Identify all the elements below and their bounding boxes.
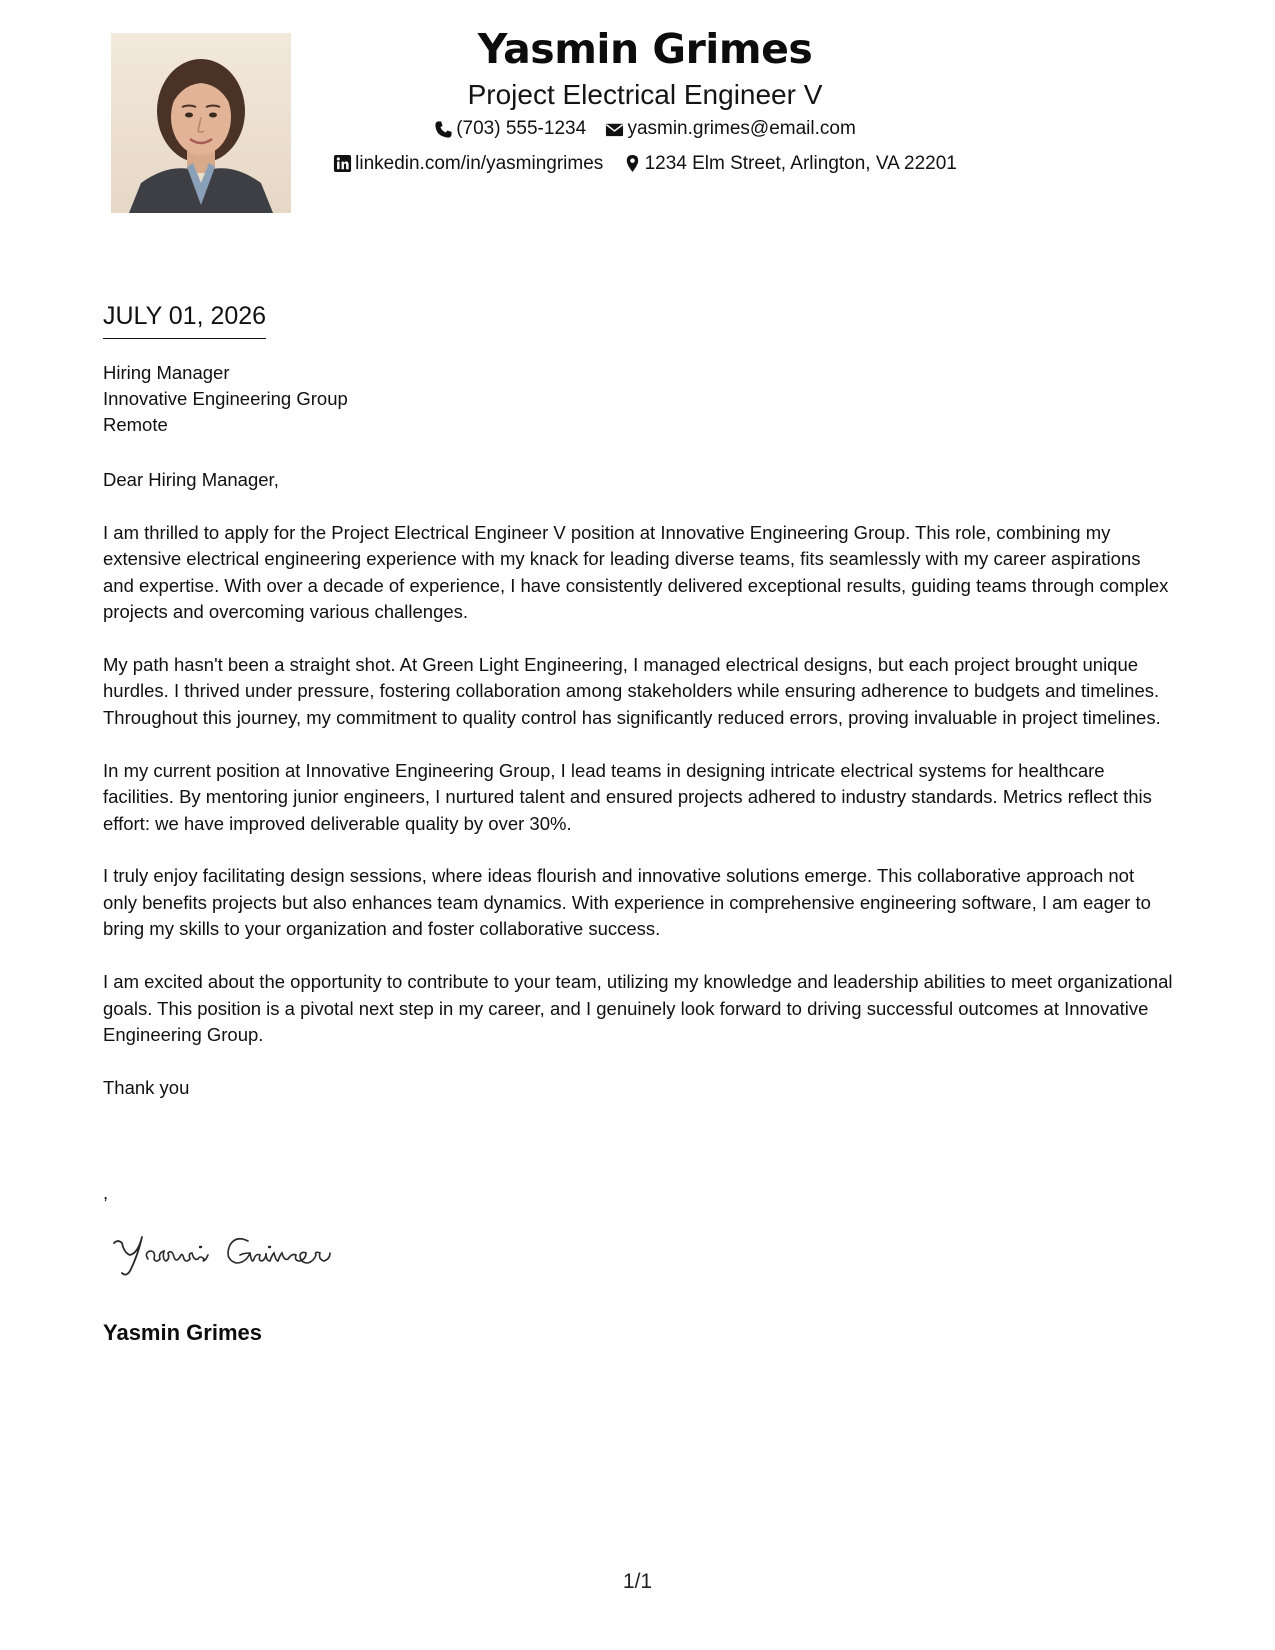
portrait-image — [111, 33, 291, 213]
signer-name: Yasmin Grimes — [103, 1320, 262, 1345]
closing-text: Thank you — [103, 1076, 190, 1098]
letter-date: JULY 01, 2026 — [103, 300, 266, 339]
recipient-company: Innovative Engineering Group — [103, 388, 348, 409]
date-block — [103, 300, 266, 339]
page-number: 1/1 — [622, 1570, 653, 1593]
address-contact — [623, 151, 957, 177]
contact-line-1 — [300, 116, 990, 147]
body-paragraph-5: I am excited about the opportunity to contribute to your team, utilizing my knowledge and leadership abilities to meet organizational goals. This position is a pivotal next step in my career, and I genuinely look forward to driving successful outcomes at Innovative Engineering Group. — [103, 971, 1173, 1045]
recipient-block — [103, 360, 348, 438]
body-paragraph-1: I am thrilled to apply for the Project Electrical Engineer V position at Innovative Engineering Group. This role, combining my extensive electrical engineering experience with my knack for leading diverse teams, fits seamlessly with my career aspirations and expertise. With over a decade of experience, I have consistently delivered exceptional results, guiding teams through complex projects and overcoming various challenges. — [103, 521, 1169, 623]
handwritten-signature — [108, 1225, 368, 1285]
profile-photo — [111, 33, 291, 213]
recipient-location: Remote — [103, 414, 168, 435]
body-paragraph-4: I truly enjoy facilitating design sessions, where ideas flourish and innovative solutions emerge. This collaborative approach not only benefits projects but also enhances team dynamics. With experience in comprehensive engineering software, I am eager to bring my skills to your organization and foster collaborative success. — [103, 865, 1151, 940]
letter-header — [300, 20, 990, 181]
body-paragraph-2: My path hasn't been a straight shot. At Green Light Engineering, I managed electrical designs, but each project brought unique hurdles. I thrived under pressure, fostering collaboration among stakeholders while ensuring adherence to budgets and timelines. Throughout this journey, my commitment to quality control has significantly reduced errors, proving invaluable in project timelines. — [103, 654, 1161, 728]
phone-contact — [434, 116, 586, 142]
phone-icon — [434, 120, 453, 139]
linkedin-contact[interactable] — [333, 151, 603, 177]
contact-line-2 — [300, 151, 990, 182]
envelope-icon — [605, 120, 624, 139]
recipient-title: Hiring Manager — [103, 362, 230, 383]
map-pin-icon — [623, 154, 642, 173]
applicant-name: Yasmin Grimes — [477, 25, 813, 73]
job-title: Project Electrical Engineer V — [467, 79, 823, 110]
linkedin-icon — [333, 154, 352, 173]
email-address[interactable]: yasmin.grimes@email.com — [627, 118, 856, 139]
linkedin-url[interactable]: linkedin.com/in/yasmingrimes — [355, 152, 604, 174]
street-address: 1234 Elm Street, Arlington, VA 22201 — [644, 152, 957, 174]
email-contact[interactable] — [605, 116, 855, 142]
phone-number: (703) 555-1234 — [456, 118, 587, 139]
letter-body — [103, 467, 1173, 1128]
salutation: Dear Hiring Manager, — [103, 469, 279, 490]
body-paragraph-3: In my current position at Innovative Engineering Group, I lead teams in designing intricate electrical systems for healthcare facilities. By mentoring junior engineers, I nurtured talent and ensured projects adhered to industry standards. Metrics reflect this effort: we have improved deliverable quality by over 30%. — [103, 759, 1152, 834]
closing-punctuation: , — [103, 1182, 109, 1203]
